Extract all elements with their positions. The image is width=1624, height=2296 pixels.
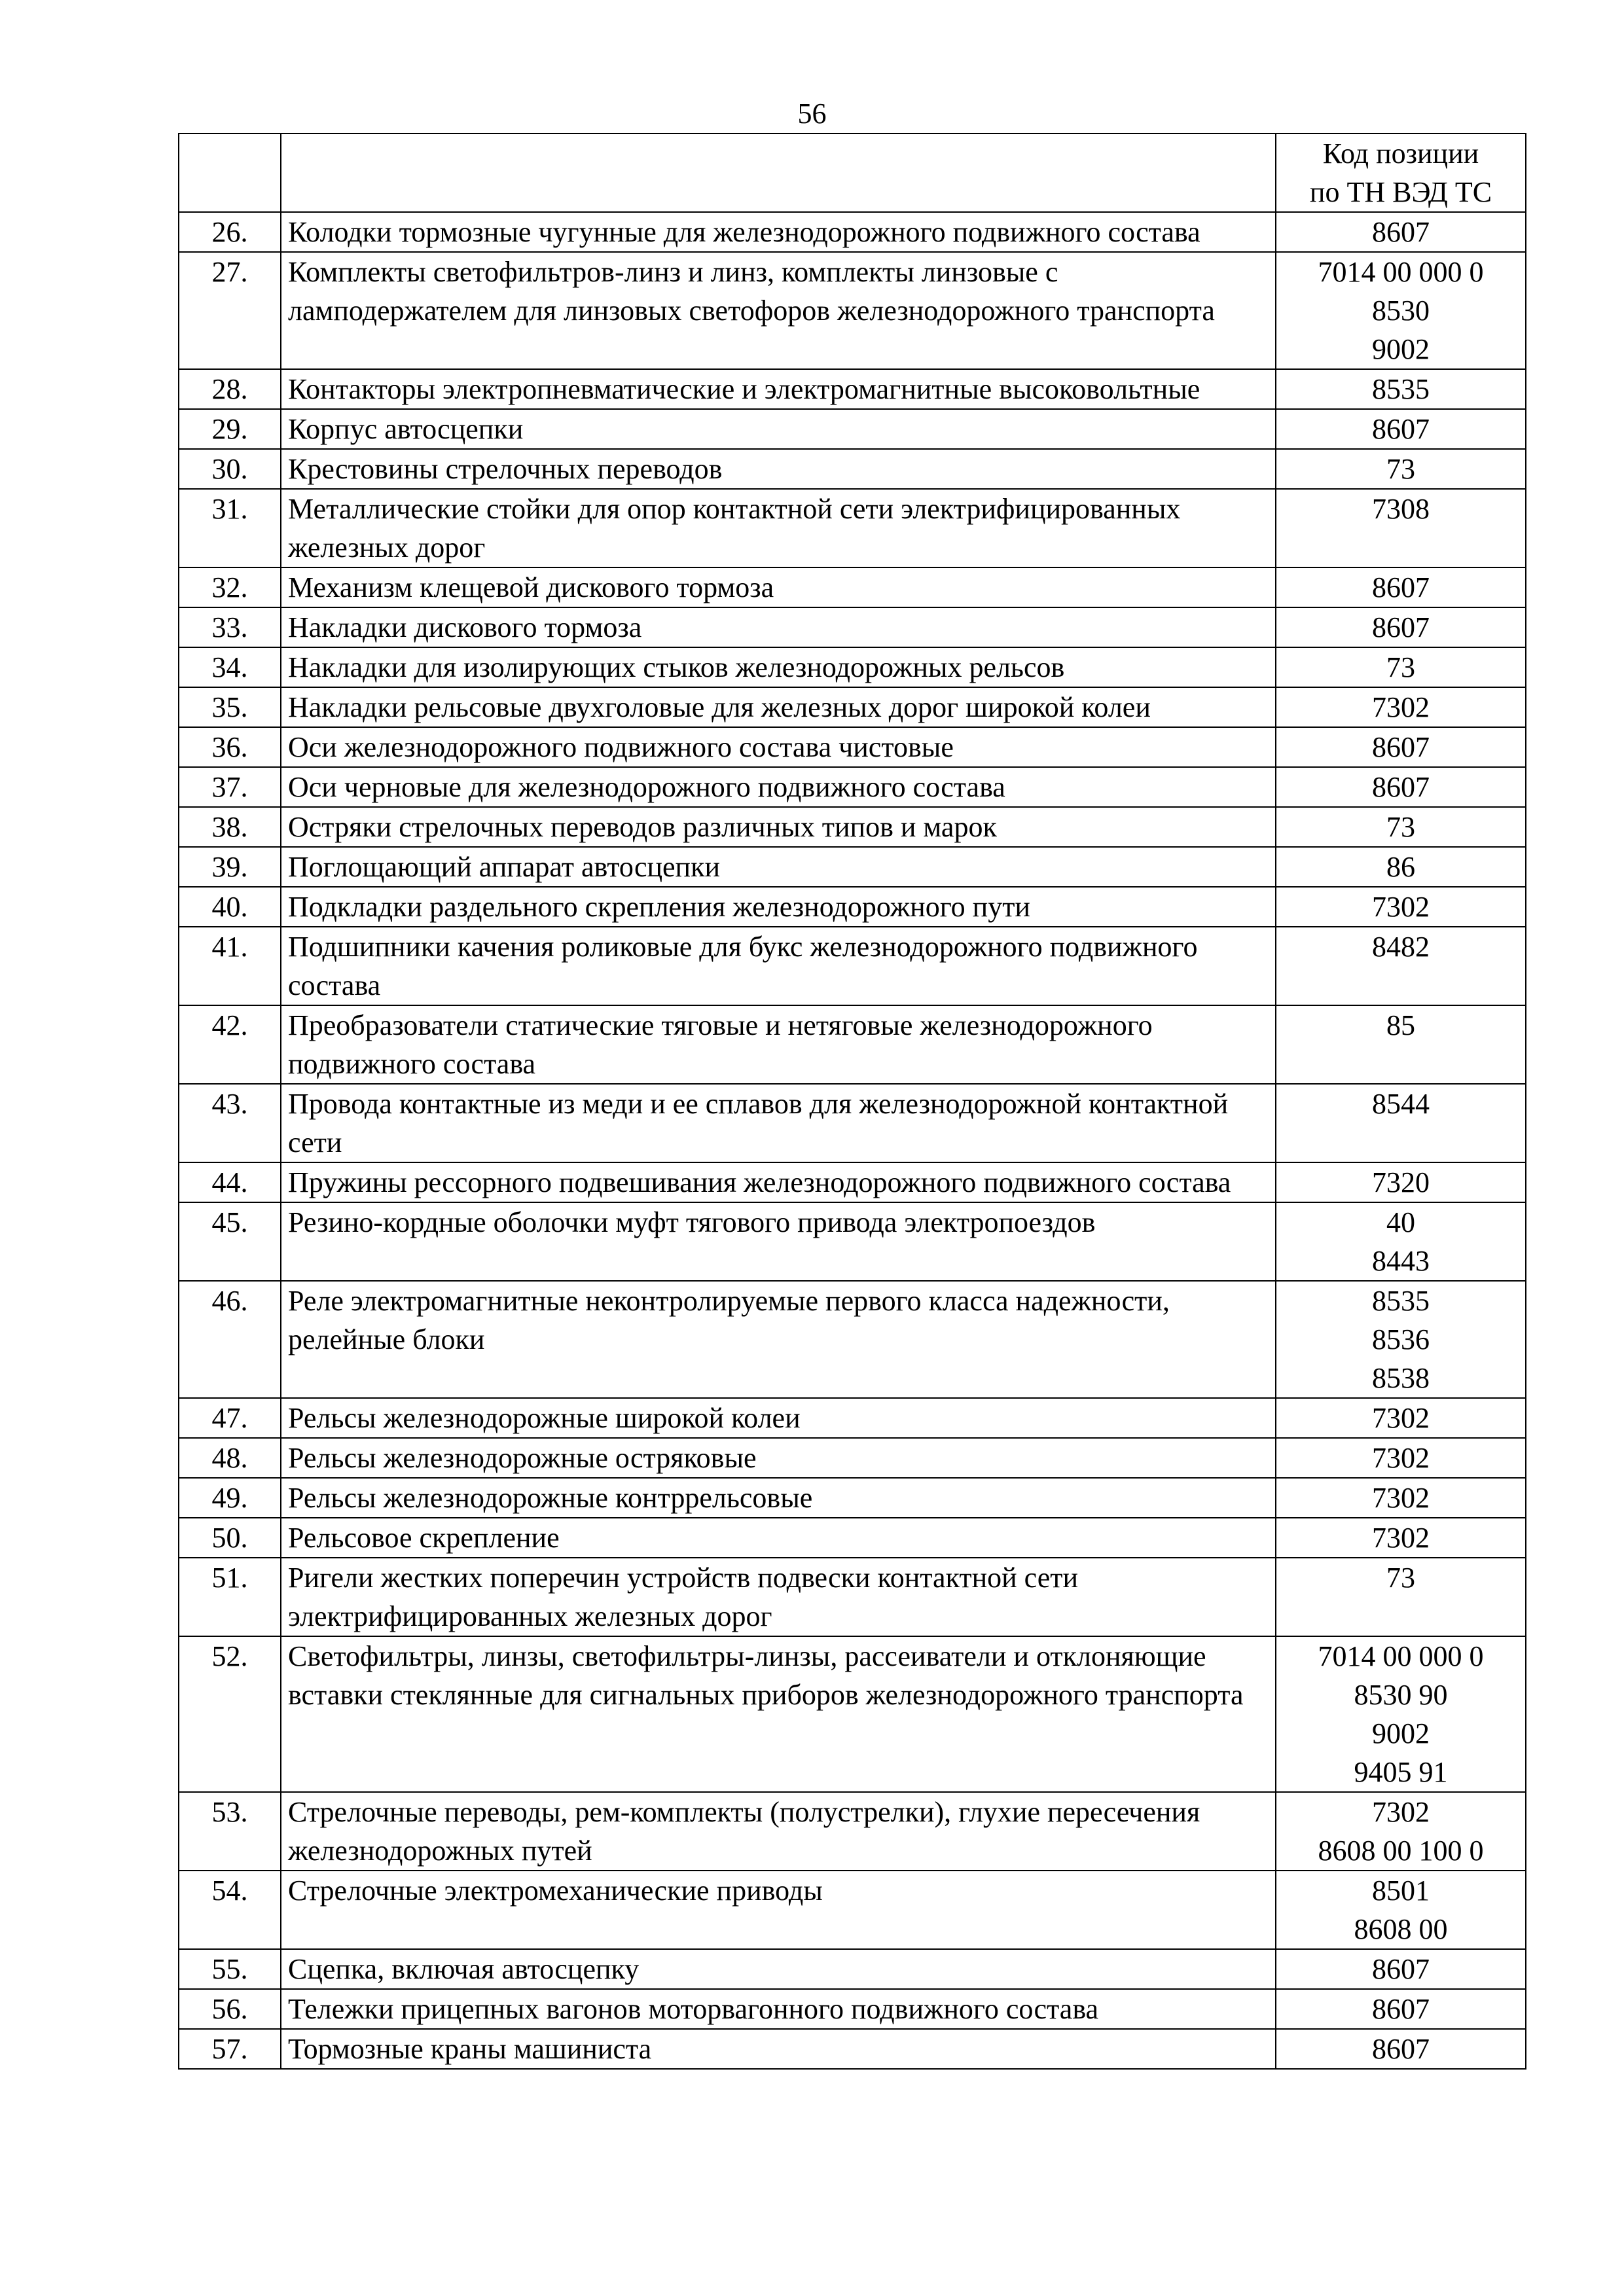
- table-row: [179, 687, 1526, 727]
- row-number-cell: 28.: [179, 369, 281, 409]
- hs-code: 7014 00 000 0: [1318, 256, 1484, 288]
- hs-code: 86: [1386, 851, 1415, 883]
- hs-code-cell: [1276, 807, 1526, 847]
- row-number-cell: 52.: [179, 1636, 281, 1792]
- row-number-cell: 26.: [179, 212, 281, 252]
- hs-code: 73: [1386, 1562, 1415, 1594]
- table-row: [179, 807, 1526, 847]
- product-name-cell: Комплекты светофильтров-линз и линз, комплекты линзовые с ламподержателем для линзовых светофоров железнодорожного транспорта: [281, 252, 1276, 369]
- table-row: [179, 1005, 1526, 1084]
- row-number-cell: 48.: [179, 1438, 281, 1478]
- hs-code-cell: [1276, 927, 1526, 1005]
- hs-code-cell: [1276, 449, 1526, 489]
- product-name-cell: Стрелочные электромеханические приводы: [281, 1871, 1276, 1949]
- product-name-cell: Остряки стрелочных переводов различных типов и марок: [281, 807, 1276, 847]
- hs-code: 73: [1386, 811, 1415, 843]
- hs-code-cell: [1276, 727, 1526, 767]
- hs-code-cell: [1276, 1398, 1526, 1438]
- product-name-cell: Сцепка, включая автосцепку: [281, 1949, 1276, 1989]
- table-row: [179, 449, 1526, 489]
- row-number-cell: 35.: [179, 687, 281, 727]
- row-number-cell: 46.: [179, 1281, 281, 1398]
- product-name-cell: Тормозные краны машиниста: [281, 2029, 1276, 2069]
- hs-code-cell: [1276, 1162, 1526, 1202]
- table-row: [179, 1202, 1526, 1281]
- product-name-cell: Металлические стойки для опор контактной сети электрифицированных железных дорог: [281, 489, 1276, 567]
- row-number-cell: 54.: [179, 1871, 281, 1949]
- hs-code-cell: [1276, 887, 1526, 927]
- product-name-cell: Светофильтры, линзы, светофильтры-линзы, рассеиватели и отклоняющие вставки стеклянные для сигнальных приборов железнодорожного транспорта: [281, 1636, 1276, 1792]
- hs-code-cell: [1276, 252, 1526, 369]
- hs-code: 7320: [1372, 1166, 1430, 1198]
- hs-code-cell: [1276, 2029, 1526, 2069]
- table-row: [179, 1162, 1526, 1202]
- product-name-cell: Рельсы железнодорожные контррельсовые: [281, 1478, 1276, 1518]
- hs-code: 8530: [1372, 295, 1430, 327]
- table-row: [179, 1438, 1526, 1478]
- hs-code-cell: [1276, 1202, 1526, 1281]
- hs-code: 85: [1386, 1009, 1415, 1041]
- table-header-row: [179, 134, 1526, 212]
- hs-code: 8607: [1372, 1993, 1430, 2025]
- table-row: [179, 1636, 1526, 1792]
- hs-code: 8535: [1372, 1285, 1430, 1317]
- row-number-cell: 27.: [179, 252, 281, 369]
- hs-code-cell: [1276, 1558, 1526, 1636]
- product-name-cell: Тележки прицепных вагонов моторвагонного подвижного состава: [281, 1989, 1276, 2029]
- table-row: [179, 489, 1526, 567]
- hs-code: 8544: [1372, 1088, 1430, 1120]
- hs-code: 7302: [1372, 1402, 1430, 1434]
- row-number-cell: 43.: [179, 1084, 281, 1162]
- row-number-cell: 55.: [179, 1949, 281, 1989]
- row-number-cell: 39.: [179, 847, 281, 887]
- product-name-cell: Пружины рессорного подвешивания железнодорожного подвижного состава: [281, 1162, 1276, 1202]
- hs-code: 73: [1386, 651, 1415, 683]
- hs-code-cell: [1276, 687, 1526, 727]
- product-name-cell: Оси черновые для железнодорожного подвижного состава: [281, 767, 1276, 807]
- row-number-cell: 42.: [179, 1005, 281, 1084]
- row-number-cell: 29.: [179, 409, 281, 449]
- hs-code-cell: [1276, 1084, 1526, 1162]
- table-row: [179, 1949, 1526, 1989]
- row-number-cell: 45.: [179, 1202, 281, 1281]
- product-name-cell: Оси железнодорожного подвижного состава чистовые: [281, 727, 1276, 767]
- hs-code: 8607: [1372, 413, 1430, 445]
- table-row: [179, 887, 1526, 927]
- product-name-cell: Провода контактные из меди и ее сплавов для железнодорожной контактной сети: [281, 1084, 1276, 1162]
- hs-code-cell: [1276, 1989, 1526, 2029]
- table-row: [179, 1871, 1526, 1949]
- hs-code: 8607: [1372, 2033, 1430, 2065]
- hs-code: 8607: [1372, 571, 1430, 603]
- header-code-line: по ТН ВЭД ТС: [1309, 176, 1492, 208]
- product-name-cell: Колодки тормозные чугунные для железнодорожного подвижного состава: [281, 212, 1276, 252]
- hs-code: 7302: [1372, 1482, 1430, 1514]
- table-row: [179, 2029, 1526, 2069]
- hs-code-cell: [1276, 1949, 1526, 1989]
- table-row: [179, 607, 1526, 647]
- product-name-cell: Механизм клещевой дискового тормоза: [281, 567, 1276, 607]
- product-name-cell: Преобразователи статические тяговые и нетяговые железнодорожного подвижного состава: [281, 1005, 1276, 1084]
- table-row: [179, 369, 1526, 409]
- table-row: [179, 212, 1526, 252]
- row-number-cell: 32.: [179, 567, 281, 607]
- hs-code: 8607: [1372, 1953, 1430, 1985]
- hs-code: 7302: [1372, 691, 1430, 723]
- product-name-cell: Рельсы железнодорожные широкой колеи: [281, 1398, 1276, 1438]
- header-code-cell: [1276, 134, 1526, 212]
- row-number-cell: 56.: [179, 1989, 281, 2029]
- hs-code: 8536: [1372, 1323, 1430, 1355]
- hs-code: 8538: [1372, 1362, 1430, 1394]
- table-row: [179, 409, 1526, 449]
- codes-table: [178, 133, 1526, 2070]
- hs-code: 8530 90: [1354, 1679, 1448, 1711]
- product-name-cell: Поглощающий аппарат автосцепки: [281, 847, 1276, 887]
- product-name-cell: Крестовины стрелочных переводов: [281, 449, 1276, 489]
- table-row: [179, 252, 1526, 369]
- product-name-cell: Корпус автосцепки: [281, 409, 1276, 449]
- hs-code-cell: [1276, 1871, 1526, 1949]
- row-number-cell: 53.: [179, 1792, 281, 1871]
- table-row: [179, 1084, 1526, 1162]
- product-name-cell: Подшипники качения роликовые для букс железнодорожного подвижного состава: [281, 927, 1276, 1005]
- hs-code-cell: [1276, 369, 1526, 409]
- hs-code: 8482: [1372, 931, 1430, 963]
- hs-code: 8607: [1372, 611, 1430, 643]
- product-name-cell: Рельсовое скрепление: [281, 1518, 1276, 1558]
- row-number-cell: 41.: [179, 927, 281, 1005]
- product-name-cell: Накладки дискового тормоза: [281, 607, 1276, 647]
- table-body: [179, 134, 1526, 2069]
- hs-code-cell: [1276, 1518, 1526, 1558]
- table-row: [179, 1518, 1526, 1558]
- row-number-cell: 50.: [179, 1518, 281, 1558]
- row-number-cell: 31.: [179, 489, 281, 567]
- hs-code-cell: [1276, 567, 1526, 607]
- hs-code: 7014 00 000 0: [1318, 1640, 1484, 1672]
- hs-code: 7302: [1372, 1796, 1430, 1828]
- table-row: [179, 927, 1526, 1005]
- hs-code-cell: [1276, 489, 1526, 567]
- table-row: [179, 647, 1526, 687]
- row-number-cell: 30.: [179, 449, 281, 489]
- row-number-cell: 47.: [179, 1398, 281, 1438]
- hs-code: 9405 91: [1354, 1756, 1448, 1788]
- hs-code: 40: [1386, 1206, 1415, 1238]
- hs-code-cell: [1276, 1478, 1526, 1518]
- product-name-cell: Накладки для изолирующих стыков железнодорожных рельсов: [281, 647, 1276, 687]
- product-name-cell: Ригели жестких поперечин устройств подвески контактной сети электрифицированных железных дорог: [281, 1558, 1276, 1636]
- table-row: [179, 567, 1526, 607]
- row-number-cell: 36.: [179, 727, 281, 767]
- product-name-cell: Контакторы электропневматические и электромагнитные высоковольтные: [281, 369, 1276, 409]
- hs-code-cell: [1276, 767, 1526, 807]
- row-number-cell: 38.: [179, 807, 281, 847]
- table-row: [179, 727, 1526, 767]
- table-row: [179, 1989, 1526, 2029]
- hs-code: 7308: [1372, 493, 1430, 525]
- hs-code: 9002: [1372, 333, 1430, 365]
- row-number-cell: 44.: [179, 1162, 281, 1202]
- hs-code: 73: [1386, 453, 1415, 485]
- table-row: [179, 1398, 1526, 1438]
- hs-code: 8501: [1372, 1874, 1430, 1907]
- header-code-line: Код позиции: [1322, 137, 1479, 170]
- row-number-cell: 49.: [179, 1478, 281, 1518]
- product-name-cell: Рельсы железнодорожные остряковые: [281, 1438, 1276, 1478]
- row-number-cell: 57.: [179, 2029, 281, 2069]
- hs-code: 7302: [1372, 891, 1430, 923]
- hs-code: 9002: [1372, 1717, 1430, 1749]
- hs-code: 8535: [1372, 373, 1430, 405]
- hs-code: 8607: [1372, 731, 1430, 763]
- row-number-cell: 33.: [179, 607, 281, 647]
- hs-code: 8608 00 100 0: [1318, 1835, 1484, 1867]
- table-row: [179, 1792, 1526, 1871]
- header-num-cell: [179, 134, 281, 212]
- hs-code: 7302: [1372, 1442, 1430, 1474]
- hs-code: 8607: [1372, 216, 1430, 248]
- row-number-cell: 51.: [179, 1558, 281, 1636]
- row-number-cell: 37.: [179, 767, 281, 807]
- header-name-cell: [281, 134, 1276, 212]
- hs-code-cell: [1276, 647, 1526, 687]
- hs-code-cell: [1276, 847, 1526, 887]
- hs-code-cell: [1276, 1636, 1526, 1792]
- product-name-cell: Стрелочные переводы, рем-комплекты (полустрелки), глухие пересечения железнодорожных путей: [281, 1792, 1276, 1871]
- hs-code-cell: [1276, 607, 1526, 647]
- table-row: [179, 1478, 1526, 1518]
- product-name-cell: Накладки рельсовые двухголовые для железных дорог широкой колеи: [281, 687, 1276, 727]
- table-row: [179, 1558, 1526, 1636]
- hs-code-cell: [1276, 1438, 1526, 1478]
- row-number-cell: 34.: [179, 647, 281, 687]
- product-name-cell: Резино-кордные оболочки муфт тягового привода электропоездов: [281, 1202, 1276, 1281]
- page-number: 56: [797, 98, 827, 130]
- hs-code: 7302: [1372, 1522, 1430, 1554]
- product-name-cell: Подкладки раздельного скрепления железнодорожного пути: [281, 887, 1276, 927]
- hs-code-cell: [1276, 1005, 1526, 1084]
- table-row: [179, 767, 1526, 807]
- table-row: [179, 847, 1526, 887]
- hs-code: 8608 00: [1354, 1913, 1448, 1945]
- hs-code: 8607: [1372, 771, 1430, 803]
- product-name-cell: Реле электромагнитные неконтролируемые первого класса надежности, релейные блоки: [281, 1281, 1276, 1398]
- table-row: [179, 1281, 1526, 1398]
- hs-code-cell: [1276, 1792, 1526, 1871]
- hs-code-cell: [1276, 212, 1526, 252]
- hs-code-cell: [1276, 409, 1526, 449]
- hs-code-cell: [1276, 1281, 1526, 1398]
- hs-code: 8443: [1372, 1245, 1430, 1277]
- row-number-cell: 40.: [179, 887, 281, 927]
